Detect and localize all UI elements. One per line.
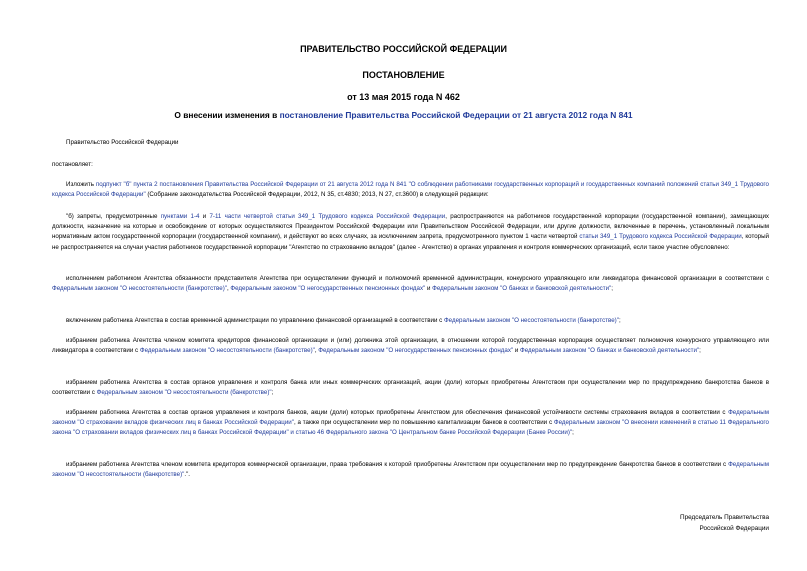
link-banks-law[interactable]: Федеральным законом "О банках и банковской деятельности"	[432, 285, 612, 293]
text: ;	[572, 429, 574, 437]
link-bankruptcy-law[interactable]: Федеральным законом "О несостоятельности (банкротстве)"	[443, 317, 619, 324]
text: ;	[271, 389, 274, 397]
text: ;	[618, 317, 621, 324]
signature-position: Председатель Правительства	[680, 514, 769, 521]
title-prefix: О внесении изменения в	[174, 110, 280, 120]
title-link[interactable]: постановление Правительства Российской Федерации от 21 августа 2012 года N 841	[279, 110, 633, 120]
link-deposit-insurance-law[interactable]: Федеральным законом "О страховании вкладов физических лиц в банках Российской Федерации"	[52, 409, 769, 427]
text: "б) запреты, предусмотренные	[66, 213, 161, 220]
text: , распространяются на работников государственной корпорации (государственной компании), замещающих должности, назначение на которые и освобождение от которых осуществляются Президентом Российской Федерации или Правительством Российской Федерации, или другие должности, включенные в перечень, установленный локальным нормативным актом государственной корпорации (государственной компании), и действуют во всех случаях, за исключением запрета, предусмотренного пунктом 1 части четвертой	[52, 213, 770, 241]
paragraph-item-1	[52, 274, 769, 294]
text: ,	[314, 347, 319, 355]
link-pension-funds-law[interactable]: Федеральным законом "О негосударственных пенсионных фондах"	[230, 285, 426, 293]
text: (Собрание законодательства Российской Федерации, 2012, N 35, ст.4830; 2013, N 27, ст.3600) в следующей редакции:	[145, 191, 489, 199]
paragraph-decides: постановляет:	[52, 161, 93, 168]
link-points-1-4[interactable]: пунктами 1-4	[160, 213, 200, 220]
text: .".	[184, 471, 190, 479]
signature-country: Российской Федерации	[699, 525, 769, 532]
text: , а также при осуществлении мер по повышению капитализации банков в соответствии с	[293, 419, 554, 427]
link-pension-funds-law[interactable]: Федеральным законом "О негосударственных пенсионных фондах"	[318, 347, 514, 355]
link-article-349-1[interactable]: статьи 349_1 Трудового кодекса Российской Федерации	[579, 233, 742, 241]
text: включением работника Агентства в состав временной администрации по управлению финансовой организацией в соответствии с	[66, 317, 444, 324]
text: ;	[699, 347, 701, 355]
document-title	[0, 110, 807, 120]
link-bankruptcy-law[interactable]: Федеральным законом "О несостоятельности (банкротстве)"	[52, 461, 769, 479]
text: Изложить	[66, 181, 96, 188]
text: и	[199, 213, 210, 220]
text: исполнением работником Агентства обязанности представителя Агентства при осуществлении функций и полномочий временной администрации, конкурсного управляющего или ликвидатора финансовой организации в соответствии с	[66, 275, 769, 282]
text: избранием работника Агентства членом комитета кредиторов коммерческой организации, права требования к которой приобретены Агентством при осуществлении мер по предупреждение банкротства банков в соответствии с	[66, 461, 729, 468]
text: избранием работника Агентства в состав органов управления и контроля банка или иных коммерческих организаций, акции (доли) которых приобретены Агентством при осуществлении мер по предупреждению банкротства банков в соответствии с	[52, 379, 769, 397]
text: ;	[611, 285, 613, 293]
text: и	[513, 347, 521, 355]
paragraph-item-2	[52, 316, 769, 326]
text: , который не распространяется на случаи участия работников государственной корпорации "Агентство по страхованию вкладов" (далее - Агентство) в органах управления и контроля коммерческих организаций, если такое участие обусловлено:	[52, 233, 770, 251]
link-subparagraph-b[interactable]: подпункт "б" пункта 2 постановления Правительства Российской Федерации от 21 августа 2012 года N 841 "О соблюдении работниками государственных корпораций и государственных компаний положений статьи 349_1 Трудового кодекса Российской Федерации"	[52, 181, 769, 199]
text: избранием работника Агентства в состав органов управления и контроля банков, акции (доли) которых приобретены Агентством для обеспечения финансовой устойчивости системы страхования вкладов в соответствии с	[66, 409, 729, 416]
text: и	[425, 285, 433, 293]
link-points-7-11[interactable]: 7-11 части четвертой статьи 349_1 Трудового кодекса Российской Федерации	[209, 213, 446, 220]
document-date-number: от 13 мая 2015 года N 462	[347, 92, 460, 102]
link-banks-law[interactable]: Федеральным законом "О банках и банковской деятельности"	[520, 347, 700, 355]
link-bankruptcy-law[interactable]: Федеральным законом "О несостоятельности (банкротстве)"	[96, 389, 272, 397]
paragraph-b	[52, 212, 769, 253]
link-bankruptcy-law[interactable]: Федеральным законом "О несостоятельности (банкротстве)"	[139, 347, 315, 355]
link-amendments-law[interactable]: Федеральным законом "О внесении изменений в статью 11 Федерального закона "О страховании вкладов физических лиц в банках Российской Федерации" и статью 46 Федерального закона "О Центральном банке Российской Федерации (Банке России)"	[52, 419, 769, 437]
signature-block	[680, 512, 769, 534]
paragraph-izlozhit	[52, 180, 769, 200]
paragraph-government: Правительство Российской Федерации	[66, 139, 179, 146]
paragraph-item-4	[52, 378, 769, 398]
link-bankruptcy-law[interactable]: Федеральным законом "О несостоятельности (банкротстве)"	[52, 285, 227, 293]
document-type: ПОСТАНОВЛЕНИЕ	[362, 70, 445, 80]
text: избранием работника Агентства членом комитета кредиторов финансовой организации и (или) должника этой организации, в отношении которой государственная корпорация осуществляет полномочия конкурсного управляющего или ликвидатора в соответствии с	[52, 337, 769, 355]
paragraph-item-6	[52, 460, 769, 480]
text: ,	[226, 285, 231, 293]
paragraph-item-5	[52, 408, 769, 439]
paragraph-item-3	[52, 336, 769, 356]
issuing-body: ПРАВИТЕЛЬСТВО РОССИЙСКОЙ ФЕДЕРАЦИИ	[300, 44, 507, 54]
